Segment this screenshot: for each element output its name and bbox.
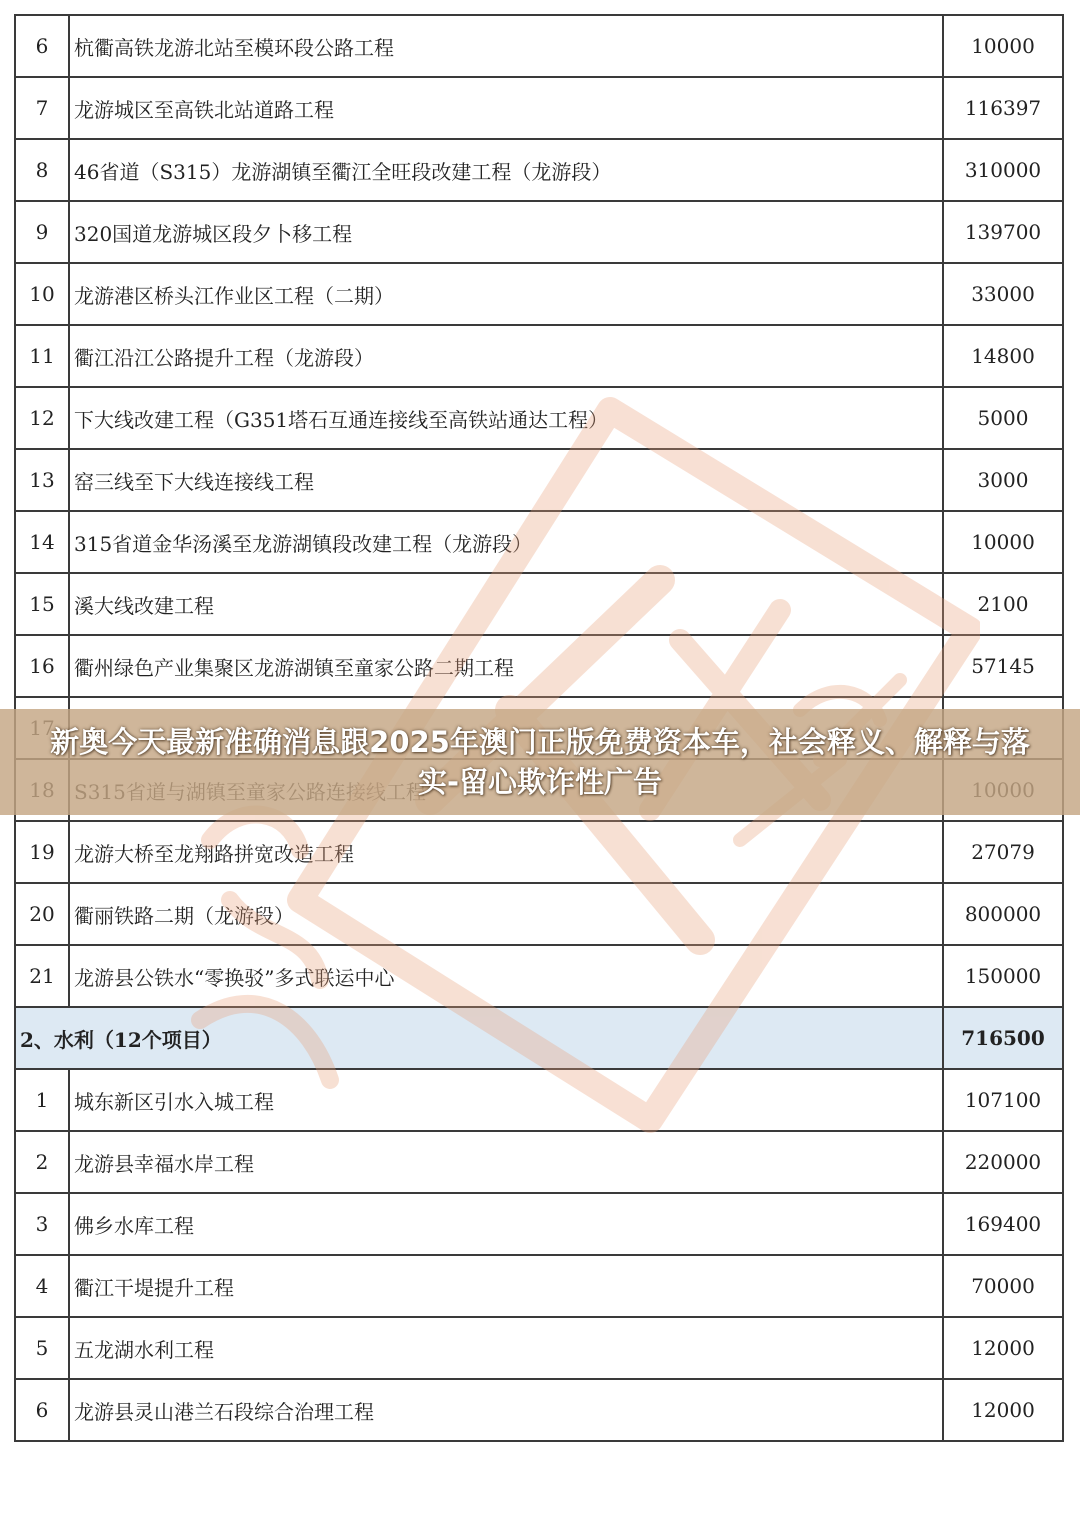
project-amount: 12000 (943, 1379, 1063, 1441)
table-row (15, 325, 1063, 387)
project-name: 龙游县灵山港兰石段综合治理工程 (69, 1379, 943, 1441)
row-number: 14 (15, 511, 69, 573)
project-name: 320国道龙游城区段夕卜移工程 (69, 201, 943, 263)
table-row (15, 139, 1063, 201)
table-row (15, 263, 1063, 325)
project-amount: 139700 (943, 201, 1063, 263)
table-row (15, 573, 1063, 635)
project-amount: 70000 (943, 1255, 1063, 1317)
project-amount: 57145 (943, 635, 1063, 697)
project-amount: 220000 (943, 1131, 1063, 1193)
project-name: 佛乡水库工程 (69, 1193, 943, 1255)
row-number: 2 (15, 1131, 69, 1193)
row-number: 6 (15, 1379, 69, 1441)
project-name: 龙游城区至高铁北站道路工程 (69, 77, 943, 139)
project-name: 衢江干堤提升工程 (69, 1255, 943, 1317)
project-amount: 310000 (943, 139, 1063, 201)
table-row (15, 201, 1063, 263)
headline-text: 新奥今天最新准确消息跟2025年澳门正版免费资本车，社会释义、解释与落实-留心欺诈性广告 (50, 725, 1030, 799)
row-number: 12 (15, 387, 69, 449)
project-amount: 27079 (943, 821, 1063, 883)
table-body-top (15, 15, 1063, 1007)
project-name: 衢江沿江公路提升工程（龙游段） (69, 325, 943, 387)
project-name: 杭衢高铁龙游北站至模环段公路工程 (69, 15, 943, 77)
section-row (15, 1007, 1063, 1069)
project-name: 衢州绿色产业集聚区龙游湖镇至童家公路二期工程 (69, 635, 943, 697)
project-amount: 12000 (943, 1317, 1063, 1379)
row-number: 1 (15, 1069, 69, 1131)
row-number: 11 (15, 325, 69, 387)
table-row (15, 15, 1063, 77)
table-row (15, 449, 1063, 511)
project-amount: 150000 (943, 945, 1063, 1007)
row-number: 5 (15, 1317, 69, 1379)
row-number: 19 (15, 821, 69, 883)
row-number: 20 (15, 883, 69, 945)
row-number: 9 (15, 201, 69, 263)
table-row (15, 1131, 1063, 1193)
project-amount: 10000 (943, 511, 1063, 573)
table-row (15, 821, 1063, 883)
project-name: 46省道（S315）龙游湖镇至衢江全旺段改建工程（龙游段） (69, 139, 943, 201)
project-name: 龙游县幸福水岸工程 (69, 1131, 943, 1193)
table-body-section (15, 1007, 1063, 1069)
row-number: 3 (15, 1193, 69, 1255)
project-amount: 10000 (943, 15, 1063, 77)
row-number: 7 (15, 77, 69, 139)
row-number: 6 (15, 15, 69, 77)
project-amount: 107100 (943, 1069, 1063, 1131)
headline-banner[interactable] (0, 709, 1080, 815)
project-name: 城东新区引水入城工程 (69, 1069, 943, 1131)
project-name: 五龙湖水利工程 (69, 1317, 943, 1379)
project-name: 龙游县公铁水“零换驳”多式联运中心 (69, 945, 943, 1007)
table-row (15, 511, 1063, 573)
row-number: 21 (15, 945, 69, 1007)
row-number: 4 (15, 1255, 69, 1317)
project-name: 窑三线至下大线连接线工程 (69, 449, 943, 511)
project-amount: 800000 (943, 883, 1063, 945)
table-body-bottom (15, 1069, 1063, 1441)
row-number: 15 (15, 573, 69, 635)
project-name: 龙游港区桥头江作业区工程（二期） (69, 263, 943, 325)
section-title: 2、水利（12个项目） (15, 1007, 943, 1069)
project-name: 衢丽铁路二期（龙游段） (69, 883, 943, 945)
section-amount: 716500 (943, 1007, 1063, 1069)
table-row (15, 945, 1063, 1007)
table-row (15, 1379, 1063, 1441)
project-name: 溪大线改建工程 (69, 573, 943, 635)
project-amount: 14800 (943, 325, 1063, 387)
row-number: 10 (15, 263, 69, 325)
table-row (15, 635, 1063, 697)
table-row (15, 1317, 1063, 1379)
row-number: 13 (15, 449, 69, 511)
table-row (15, 387, 1063, 449)
project-name: 315省道金华汤溪至龙游湖镇段改建工程（龙游段） (69, 511, 943, 573)
table-row (15, 1069, 1063, 1131)
project-amount: 169400 (943, 1193, 1063, 1255)
table-row (15, 1193, 1063, 1255)
table-row (15, 1255, 1063, 1317)
project-amount: 3000 (943, 449, 1063, 511)
project-amount: 5000 (943, 387, 1063, 449)
project-name: 下大线改建工程（G351塔石互通连接线至高铁站通达工程） (69, 387, 943, 449)
row-number: 8 (15, 139, 69, 201)
project-name: 龙游大桥至龙翔路拼宽改造工程 (69, 821, 943, 883)
table-row (15, 77, 1063, 139)
row-number: 16 (15, 635, 69, 697)
project-amount: 116397 (943, 77, 1063, 139)
project-amount: 33000 (943, 263, 1063, 325)
project-amount: 2100 (943, 573, 1063, 635)
table-row (15, 883, 1063, 945)
